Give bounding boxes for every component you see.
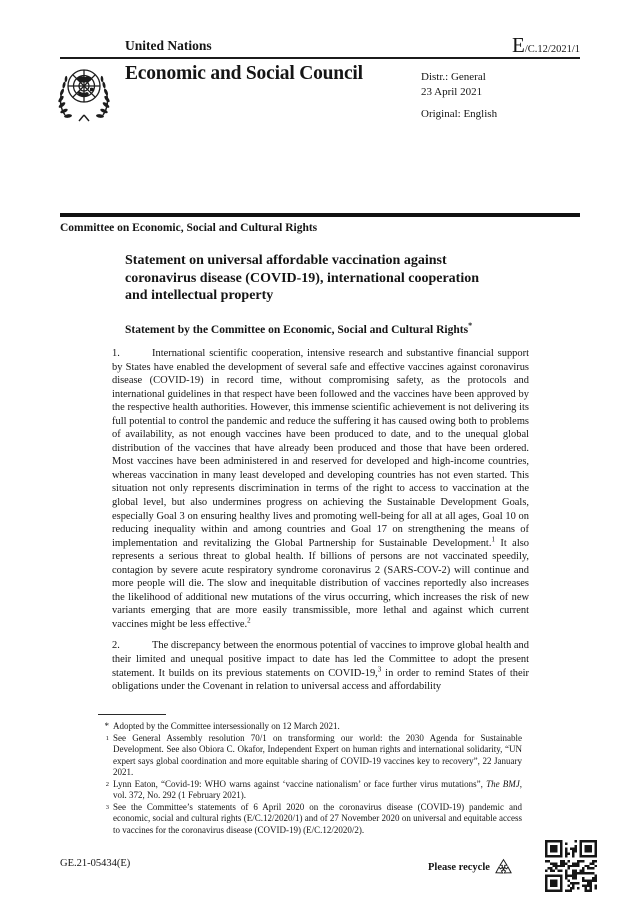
body-paragraph: 1. International scientific cooperation, intensive research and substantive financial support by States have enabled the development of several safe and effective vaccines against coronavirus disease (COVID-19) in record time, without compromising safety, as the protocols and international guidelines in that respect have been followed and the vaccines have been approved by the respective health authorities. However, this immense scientific achievement is not delivering its full potential to control the pandemic and reduce the suffering it has caused owing both to problems of availability, as not enough vaccines have been produced to date, and to the unequal global distribution of the vaccines that have already been produced and those that have been ordered. Most vaccines have been administered in and reserved for developed and high-income countries, whereas vaccination in many least developed and developing countries has not even started. This situation not only represents discrimination in terms of the right to access to vaccination at the global level, but also undermines progress on achieving the Sustainable Development Goals, especially Goal 3 on ensuring healthy lives and promoting well-being for all at all ages, Goal 10 on reducing inequality within and among countries and Goal 17 on strengthening the means of implementation and revitalizing the Global Partnership for Sustainable Development.$^1$ It also represents a serious threat to global health. If billions of persons are not vaccinated speedily, contagion by severe acute respiratory syndrome coronavirus 2 (SARS-COV-2) will continue and more people will die. The slow and inequitable distribution of vaccines reportedly also increases the likelihood of additional new mutations of the virus occurring, which increases the risk of new variants emerging that are more easily transmissible, more lethal and against which current vaccines might be less effective.$^2$ — [112, 348, 529, 630]
distribution-block — [421, 70, 486, 99]
footnote-marker: 1 — [105, 734, 109, 742]
footnote-marker: * — [104, 721, 109, 731]
committee-heading: Committee on Economic, Social and Cultural Rights — [60, 222, 318, 234]
statement-subtitle — [125, 321, 472, 336]
paragraph-number: 2. — [112, 640, 120, 652]
subtitle-footnote-ref: * — [468, 321, 473, 330]
footnote-text: Adopted by the Committee intersessionally on 12 March 2021. — [113, 721, 340, 731]
document-symbol-number: /C.12/2021/1 — [524, 44, 580, 55]
org-name: United Nations — [125, 38, 212, 53]
please-recycle-label: Please recycle — [428, 862, 490, 873]
original-language-line: Original: English — [421, 108, 498, 120]
un-emblem-icon — [56, 62, 112, 126]
footnote-marker: 2 — [105, 780, 109, 788]
footnote — [98, 802, 522, 837]
qr-code-icon — [545, 840, 597, 892]
footnote-marker: 3 — [105, 803, 109, 811]
document-symbol — [512, 33, 580, 58]
footnote-text: See the Committee’s statements of 6 April 2020 on the coronavirus disease (COVID-19) pandemic and economic, social and cultural rights (E/C.12/2020/1) and of 27 November 2020 on universal and equitable access to vaccines for the coronavirus disease (COVID-19) (E/C.12/2020/2). — [113, 801, 522, 835]
footnote-text: See General Assembly resolution 70/1 on transforming our world: the 2030 Agenda for Sustainable Development. See also Obiora C. Okafor, Independent Expert on human rights and international solidarity, “UN expert says global coordination and more equitable sharing of COVID-19 vaccines key to recovery”, 22 January 2021. — [113, 732, 522, 777]
document-symbol-letter: E — [512, 33, 525, 57]
recycle-icon — [493, 857, 514, 878]
footnote-text: Lynn Eaton, “Covid-19: WHO warns against ‘vaccine nationalism’ or face further virus mutations”, The BMJ, vol. 372, No. 292 (1 February 2021). — [113, 778, 522, 800]
footnote-separator — [98, 714, 166, 715]
body-paragraph: 2. The discrepancy between the enormous potential of vaccines to improve global health and their limited and unequal positive impact to date has led the Committee to adopt the present statement. It builds on its previous statements on COVID-19,$^3$ in order to remind States of their obligations under the Covenant in relation to universal access and affordability — [112, 640, 529, 693]
council-title: Economic and Social Council — [125, 63, 363, 84]
footnotes — [98, 721, 522, 836]
statement-subtitle-text: Statement by the Committee on Economic, Social and Cultural Rights — [125, 323, 469, 336]
document-code: GE.21-05434(E) — [60, 858, 131, 869]
un-emblem-graphic — [56, 62, 112, 126]
date-line: 23 April 2021 — [421, 85, 483, 98]
statement-title: Statement on universal affordable vaccination against coronavirus disease (COVID-19), international cooperation and intellectual property — [125, 253, 479, 304]
header-rule — [60, 57, 580, 59]
qr-code-graphic — [545, 840, 597, 892]
section-rule — [60, 213, 580, 217]
footnote — [98, 721, 522, 733]
distribution-line: Distr.: General — [421, 71, 486, 83]
footer-recycle — [428, 857, 514, 878]
paragraph-number: 1. — [112, 348, 120, 359]
footnote — [98, 733, 522, 779]
body-text — [112, 347, 529, 694]
footnote — [98, 779, 522, 802]
